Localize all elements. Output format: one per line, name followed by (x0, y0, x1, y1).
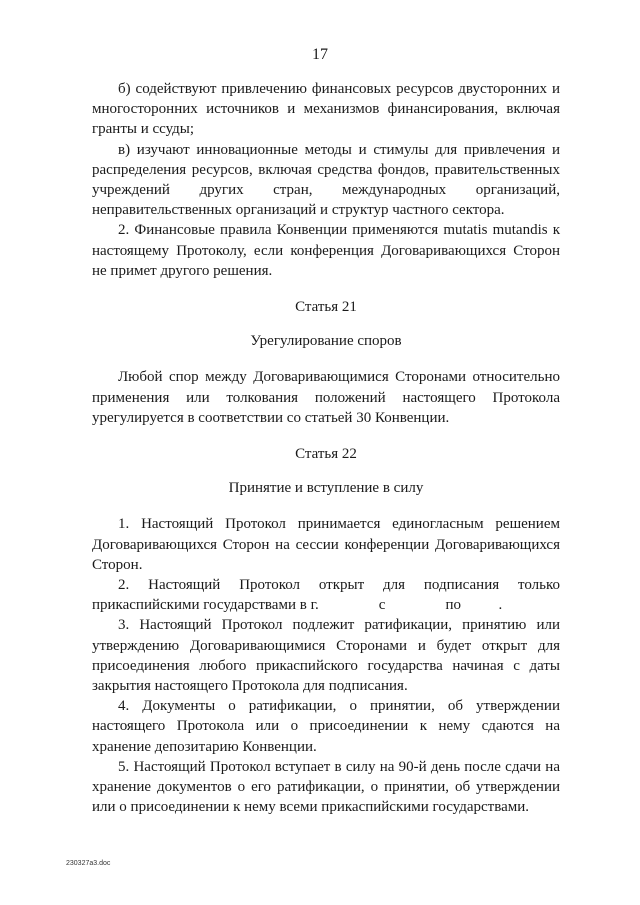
article-22-item-3: 3. Настоящий Протокол подлежит ратификации, принятию или утверждению Договаривающимися Сторонами и будет открыт для присоединения любого прикаспийского государства начиная с даты закрытия настоящего Протокола для подписания. (92, 617, 560, 695)
document-body (92, 79, 564, 818)
article-22-item-5: 5. Настоящий Протокол вступает в силу на 90-й день после сдачи на хранение документов о его ратификации, о принятии, об утверждении или о присоединении к нему всеми прикаспийскими государствами. (92, 758, 560, 816)
article-21-number: Статья 21 (295, 299, 357, 316)
article-22-item-1: 1. Настоящий Протокол принимается единогласным решением Договаривающихся Сторон на сессии конференции Договаривающихся Сторон. (92, 516, 560, 573)
paragraph-b: б) содействуют привлечению финансовых ресурсов двусторонних и многосторонних источников и механизмов финансирования, включая гранты и ссуды; (92, 81, 560, 138)
file-name-footer: 230327a3.doc (66, 860, 111, 867)
article-22-item-4: 4. Документы о ратификации, о принятии, об утверждении настоящего Протокола или о присоединении к нему сдаются на хранение депозитарию Конвенции. (92, 698, 560, 755)
paragraph-2: 2. Финансовые правила Конвенции применяются mutatis mutandis к настоящему Протоколу, если конференция Договаривающихся Сторон не примет другого решения. (92, 222, 560, 279)
article-22-title: Принятие и вступление в силу (228, 480, 424, 497)
article-22-number: Статья 22 (295, 446, 357, 463)
paragraph-c: в) изучают инновационные методы и стимулы для привлечения и распределения ресурсов, включая средства фондов, правительственных учреждений других стран, международных организаций, неправительственных организаций и структур частного сектора. (92, 141, 560, 219)
article-22-item-2: 2. Настоящий Протокол открыт для подписания только прикаспийскими государствами в г. с по . (92, 577, 564, 614)
page-number: 17 (312, 46, 328, 63)
article-21-title: Урегулирование споров (250, 333, 402, 350)
article-21-text: Любой спор между Договаривающимися Сторонами относительно применения или толкования положений настоящего Протокола урегулируется в соответствии со статьей 30 Конвенции. (92, 369, 560, 426)
